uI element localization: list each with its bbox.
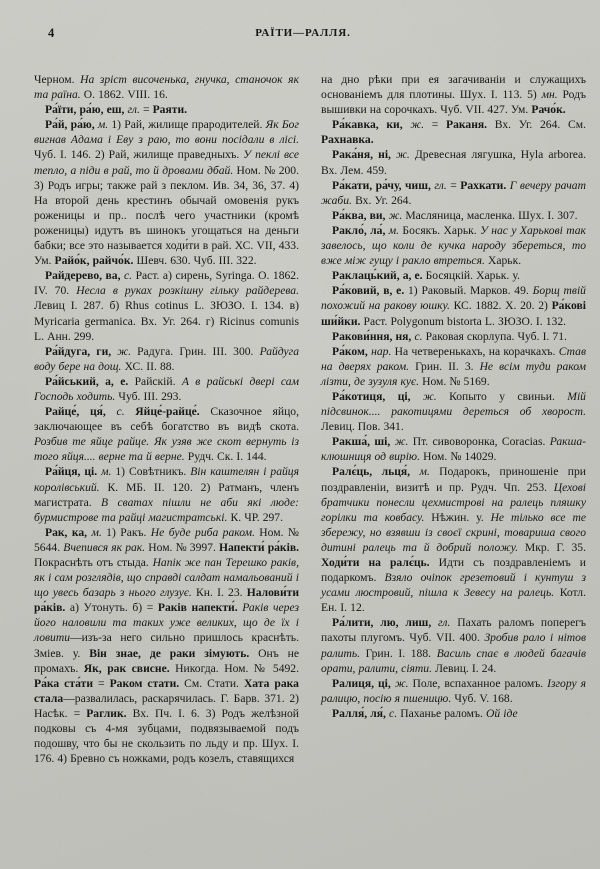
dictionary-entry: Ра́їти, ра́ю, еш, гл. = Раяти.	[45, 103, 188, 117]
text-columns	[34, 72, 587, 766]
dictionary-entry: Ра́й, ра́ю, м. 1) Рай, жилище прародителей. Як Бог вигнав Адама і Еву з раю, то вони посідали в лісі. Чуб. I. 146. 2) Рай, жилище праведныхъ. У пеклі все тепло, а піди в рай, то й дровами дбай. Ном. № 200. 3) Родъ игры; также рай з пеклом. Ив. 34, 36, 37. 4) На второй день крестинъ обычай омовенія рукъ роженицы и пр.. послѣ чего участники (кромѣ роженицы) идутъ въ шинокъ угощаться на деньги бабки; все это называется ходи́ти в рай. ХС. VII, 433. Ум. Райо́к, райчо́к. Шевч. 630. Чуб. III. 322.	[34, 118, 299, 268]
running-head	[34, 26, 572, 48]
dictionary-entry: Ра́йдуга, ги, ж. Радуга. Грин. III. 300. Райдуга воду бере на дощ. ХС. II. 88.	[34, 344, 299, 373]
dictionary-entry: Раклаць́кий, а, е. Босяцкій. Харьк. у.	[332, 269, 520, 283]
dictionary-entry: Черном. На зріст височенька, гнучка, станочок як та раїна. О. 1862. VIII. 16.	[34, 73, 299, 102]
dictionary-entry: Ра́ква, ви, ж. Масляница, масленка. Шух. I. 307.	[332, 208, 578, 222]
left-column	[34, 72, 299, 766]
dictionary-entry: Ракша́, ші, ж. Пт. сивоворонка, Coracias. Ракша-клюшниця од вирію. Ном. № 14029.	[321, 435, 586, 464]
dictionary-entry: Ракови́ння, ня, с. Раковая скорлупа. Чуб. I. 71.	[332, 329, 567, 343]
dictionary-entry: Райце́, ця́, с. Яйце́-райце́. Сказочное яйцо, заключающее въ себѣ богатство въ видѣ скота. Розбив те яйце райце. Як узяв же скот вернуть із того яйця.... верне та й верне. Рудч. Ск. I. 144.	[34, 405, 299, 464]
dictionary-entry: Ра́кати, ра́чу, чиш, гл. = Рахкати. Г вечеру рачат жаби. Вх. Уг. 264.	[321, 178, 586, 207]
dictionary-entry: Ра́лити, лю, лиш, гл. Пахать раломъ поперегъ пахоты плугомъ. Чуб. VII. 400. Зробив рало і нітов ралить. Грин. I. 188. Василь спає в людей багачів орати, ралити, сіяти. Левиц. I. 24.	[321, 616, 587, 675]
dictionary-entry: Ра́йця, ці. м. 1) Совѣтникъ. Він каштелян і райця королівський. К. МБ. II. 120. 2) Ратманъ, членъ магистрата. В сватах пішли не аби які люде: бурмистрове та райці магистратські. К. ЧР. 297.	[34, 465, 300, 524]
dictionary-entry: Ралиця, ці, ж. Поле, вспаханное раломъ. Ізгору я ралицю, посію я пшеницю. Чуб. V. 168.	[321, 676, 586, 705]
dictionary-entry: Райдерево, ва, с. Раст. а) сирень, Syringa. О. 1862. IV. 70. Несла в руках розкішну гільку райдерева. Левиц I. 287. б) Rhus cotinus L. ЗЮЗО. I. 134. в) Myricaria germanica. Вх. Уг. 264. г) Ricinus comunis L. Анн. 299.	[34, 269, 299, 343]
dictionary-entry: Ралє́ць, льця́, м. Подарокъ, приношеніе при поздравленіи, визитѣ и пр. Рудч. Чп. 253. Цехові братчики понесли цехмистрові на ралець пляшку горілки та ковбасу. Нѣжин. у. Не тілько все те збережу, но взявши із своєї скрині, товариша свого дитині ралець та й добрий положу. Мкр. Г. 35. Ходи́ти на ралє́ць. Идти съ поздравленіемъ и подаркомъ. Взяло очіпок грезетовий і кунтуш з усами люстровий, пішла к Зевесу на ралець. Котл. Ен. I. 12.	[321, 465, 586, 615]
dictionary-entry: Ра́кавка, ки, ж. = Раканя. Вх. Уг. 264. См. Рахнавка.	[321, 118, 586, 147]
dictionary-entry: Рак, ка, м. 1) Ракъ. Не буде риба раком. Ном. № 5644. Вчепився як рак. Ном. № 3997. Напекти́ ра́ків. Покраснѣть отъ стыда. Напік же пан Терешко раків, як і сам розглядів, що справді салдат намальований і що увесь базарь з нього глузує. Кн. I. 23. Налови́ти ра́ків. а) Утонуть. б) = Раків напекти́. Раків через його наловили та таких уже великих, що де їх і ловити—изъ-за него сильно пришлось краснѣть. Зміев. у. Він знае, де раки зімують. Онъ не промахъ. Як, рак свисне. Никогда. Ном. № 5492. Ра́ка ста́ти = Раком стати. См. Стати. Хата рака стала—развалилась, раскарячилась. Г. Барв. 371. 2) Насѣк. = Раглик. Вх. Пч. I. 6. 3) Родъ желѣзной подковы съ 4-мя зубцами, подвязываемой подъ подошву, что бы не скользить по льду и пр. Шух. I. 176. 4) Бревно съ ножками, родъ козелъ, ставящихся	[34, 525, 299, 766]
dictionary-entry: Ра́котиця, ці, ж. Копыто у свиньи. Мій підсвинок.... ракотицями дереться об хворост. Левиц. Пов. 341.	[321, 389, 586, 434]
dictionary-entry: Ра́йський, а, е. Райскій. А в райські двері сам Господь ходить. Чуб. III. 293.	[34, 374, 299, 403]
dictionary-entry: Рака́ня, ні, ж. Древесная лягушка, Hyla arborea. Вх. Лем. 459.	[321, 148, 586, 177]
dictionary-entry: Ракло́, ла́, м. Босякъ. Харьк. У нас у Харькові так завелось, що коли де кучка народу збереться, то вже між гущу і ракло втреться. Харьк.	[321, 223, 586, 268]
running-head-title: РАЇТИ—РАЛЛЯ.	[255, 27, 351, 39]
dictionary-entry: на дно рѣки при ея загачиваніи и служащихъ основаніемъ для плотины. Шух. I. 113. 5) мн. Родъ вышивки на сорочкахъ. Чуб. VII. 427. Ум. Рачо́к.	[321, 73, 586, 117]
dictionary-entry: Ра́ковий, в, е. 1) Раковый. Марков. 49. Борщ твій похожий на ракову юшку. КС. 1882. X. 20. 2) Ра́кові ши́йки. Раст. Polygonum bistorta L. ЗЮЗО. I. 132.	[321, 284, 586, 328]
dictionary-entry: Ра́ком, нар. На четверенькахъ, на корачкахъ. Став на дверях раком. Грин. II. 3. Не всім туди раком лізти, де зузуля кує. Ном. № 5169.	[321, 344, 586, 388]
dictionary-entry: Ралля́, ля́, с. Паханье раломъ. Ой іде	[332, 706, 518, 720]
page-number: 4	[48, 26, 55, 40]
right-column	[321, 72, 586, 721]
